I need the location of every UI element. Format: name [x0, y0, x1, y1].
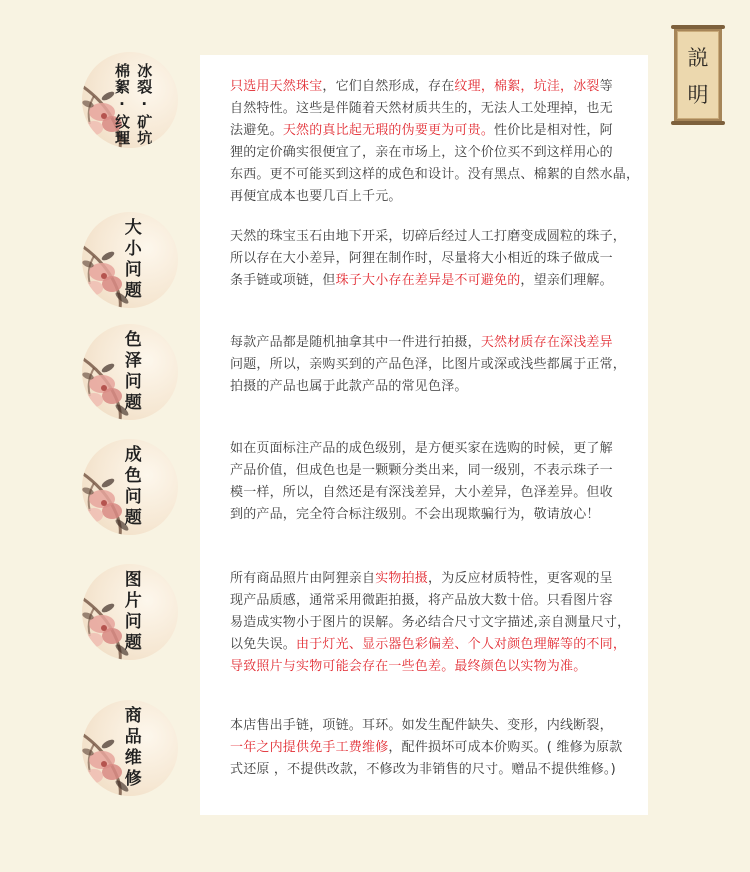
body-text: 到的产品，完全符合标注级别。不会出现欺骗行为，敬请放心！	[230, 507, 600, 522]
text-line	[230, 270, 626, 292]
text-line	[230, 76, 639, 98]
scroll-label-char: 説	[687, 45, 709, 70]
text-line	[230, 504, 613, 526]
body-text: 再便宜成本也要几百上千元。	[230, 189, 402, 204]
section-title-column: 冰裂·矿坑	[135, 62, 154, 146]
highlight-text: 珠子大小存在差异是不可避免的	[335, 273, 521, 288]
section-title-wrap	[82, 564, 178, 660]
body-text: 本店售出手链，项链。耳环。如发生配件缺失、变形，内线断裂，	[230, 718, 613, 733]
section-title-column: 大小问题	[120, 218, 141, 302]
scroll-roller-bottom	[671, 121, 725, 125]
body-text: ，它们自然形成，存在	[322, 79, 455, 94]
section-badge	[82, 212, 178, 308]
text-line	[230, 634, 630, 656]
section-badge	[82, 700, 178, 796]
body-text: 东西。更不可能买到这样的成色和设计。没有黑点、棉絮的自然水晶，	[230, 167, 640, 182]
highlight-text: 一年之内提供免手工费维修	[230, 740, 389, 755]
text-line	[230, 226, 626, 248]
section-title-wrap	[82, 324, 178, 420]
section-description	[230, 438, 613, 526]
section-title-column: 棉絮·纹理	[113, 62, 131, 146]
text-line	[230, 376, 626, 398]
highlight-text: 天然的真比起无瑕的伪要更为可贵。	[282, 123, 495, 138]
highlight-text: 导致照片与实物可能会存在一些色差。最终颜色以实物为准。	[230, 659, 587, 674]
highlight-text: 由于灯光、显示器色彩偏差、个人对颜色理解等的不同，	[296, 637, 627, 652]
section-description	[230, 226, 626, 292]
body-text: 法避免。	[230, 123, 283, 138]
body-text: 以免失误。	[230, 637, 297, 652]
text-line	[230, 656, 630, 678]
body-text: 拍摄的产品也属于此款产品的常见色泽。	[230, 379, 468, 394]
highlight-text: 只选用天然珠宝	[230, 79, 323, 94]
body-text: 狸的定价确实很便宜了，亲在市场上，这个价位买不到这样用心的	[230, 145, 613, 160]
scroll-label-char: 明	[687, 82, 709, 107]
body-text: 式还原 ，不提供改款，不修改为非销售的尺寸。赠品不提供维修。)	[230, 762, 616, 777]
explanation-scroll-label	[674, 28, 722, 122]
text-line	[230, 759, 622, 781]
body-text: 所以存在大小差异，阿狸在制作时，尽量将大小相近的珠子做成一	[230, 251, 613, 266]
highlight-text: 纹理，棉絮，坑洼，冰裂	[454, 79, 600, 94]
body-text: 自然特性。这些是伴随着天然材质共生的，无法人工处理掉，也无	[230, 101, 613, 116]
section-badge	[82, 324, 178, 420]
section-badge	[82, 564, 178, 660]
body-text: 问题，所以，亲购买到的产品色泽，比图片或深或浅些都属于正常，	[230, 357, 627, 372]
text-line	[230, 482, 613, 504]
section-title-wrap	[82, 52, 178, 148]
body-text: ，配件损坏可成本价购买。( 维修为原款	[388, 740, 623, 755]
text-line	[230, 120, 639, 142]
text-line	[230, 460, 613, 482]
text-line	[230, 142, 639, 164]
body-text: 天然的珠宝玉石由地下开采，切碎后经过人工打磨变成圆粒的珠子，	[230, 229, 627, 244]
text-line	[230, 186, 639, 208]
body-text: 产品价值，但成色也是一颗颗分类出来，同一级别，不表示珠子一	[230, 463, 613, 478]
scroll-label-body	[677, 31, 719, 119]
section-title	[108, 63, 153, 146]
text-line	[230, 737, 622, 759]
text-line	[230, 590, 630, 612]
body-text: 易造成实物小于图片的误解。务必结合尺寸文字描述,亲自测量尺寸，	[230, 615, 631, 630]
body-text: 如在页面标注产品的成色级别，是方便买家在选购的时候，更了解	[230, 441, 613, 456]
section-title-column: 图片问题	[120, 570, 141, 654]
body-text: 性价比是相对性，阿	[494, 123, 613, 138]
text-line	[230, 568, 630, 590]
text-line	[230, 248, 626, 270]
section-description	[230, 568, 630, 678]
section-description	[230, 715, 622, 781]
section-title	[120, 218, 140, 302]
body-text: 模一样，所以，自然还是有深浅差异，大小差异，色泽差异。但收	[230, 485, 613, 500]
body-text: 条手链或项链，但	[230, 273, 336, 288]
section-title	[120, 570, 140, 654]
section-badge	[82, 439, 178, 535]
text-line	[230, 164, 639, 186]
body-text: 现产品质感，通常采用微距拍摄，将产品放大数十倍。只看图片容	[230, 593, 613, 608]
section-title	[120, 445, 140, 529]
section-title-wrap	[82, 439, 178, 535]
body-text: 每款产品都是随机抽拿其中一件进行拍摄，	[230, 335, 481, 350]
highlight-text: 实物拍摄	[375, 571, 429, 586]
section-title-column: 色泽问题	[120, 330, 141, 414]
text-line	[230, 715, 622, 737]
section-title-column: 成色问题	[120, 445, 141, 529]
body-text: ，望亲们理解。	[520, 273, 613, 288]
text-line	[230, 612, 630, 634]
text-line	[230, 98, 639, 120]
section-badge	[82, 52, 178, 148]
section-title	[120, 330, 140, 414]
section-title-column: 商品维修	[120, 706, 141, 790]
body-text: 等	[599, 79, 613, 94]
body-text: 所有商品照片由阿狸亲自	[230, 571, 376, 586]
text-line	[230, 332, 626, 354]
body-text: ，为反应材质特性，更客观的呈	[428, 571, 613, 586]
section-title	[120, 706, 140, 790]
highlight-text: 天然材质存在深浅差异	[480, 335, 613, 350]
scroll-roller-top	[671, 25, 725, 29]
text-line	[230, 354, 626, 376]
section-title-wrap	[82, 212, 178, 308]
section-description	[230, 76, 639, 208]
section-description	[230, 332, 626, 398]
text-line	[230, 438, 613, 460]
section-title-wrap	[82, 700, 178, 796]
